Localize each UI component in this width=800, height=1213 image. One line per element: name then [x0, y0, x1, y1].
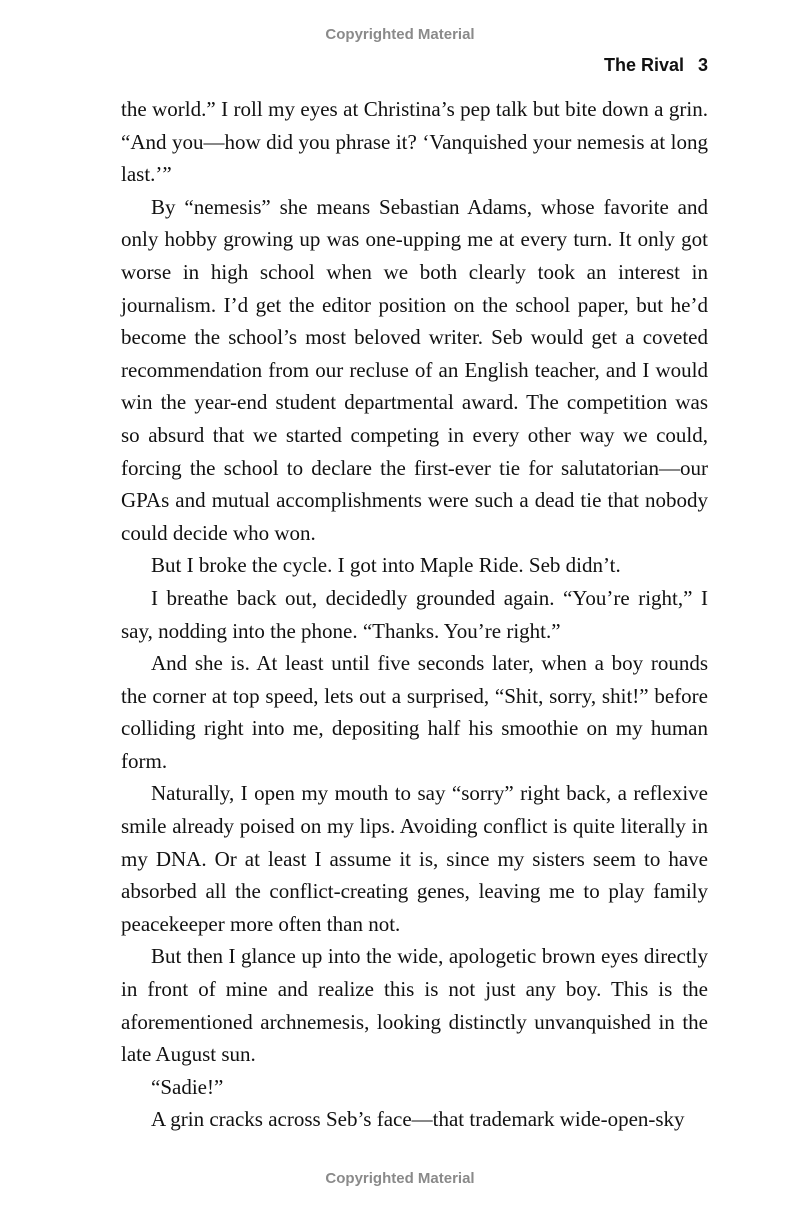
paragraph: But I broke the cycle. I got into Maple Ride. Seb didn’t.	[151, 553, 621, 578]
paragraph: Naturally, I open my mouth to say “sorry” right back, a reflexive smile already poised on my lips. Avoiding conflict is quite literally in my DNA. Or at least I assume it is, since my sisters seem to have absorbed all the conflict-creating genes, leaving me to play family peacekeeper more often than not.	[121, 781, 708, 936]
paragraph: But then I glance up into the wide, apologetic brown eyes directly in front of mine and realize this is not just any boy. This is the aforementioned archnemesis, looking distinctly unvanquished in the late August sun.	[121, 944, 708, 1067]
paragraph: By “nemesis” she means Sebastian Adams, whose favorite and only hobby growing up was one-upping me at every turn. It only got worse in high school when we both clearly took an interest in journalism. I’d get the editor position on the school paper, but he’d become the school’s most beloved writer. Seb would get a coveted recommendation from our recluse of an English teacher, and I would win the year-end student departmental award. The competition was so absurd that we started competing in every other way we could, forcing the school to declare the first-ever tie for salutatorian—our GPAs and mutual accomplishments were such a dead tie that nobody could decide who won.	[121, 194, 708, 545]
chapter-title: The Rival	[603, 55, 684, 75]
paragraph: the world.” I roll my eyes at Christina’s pep talk but bite down a grin. “And you—how did you phrase it? ‘Vanquished your nemesis at long last.’”	[121, 97, 708, 187]
paragraph: And she is. At least until five seconds later, when a boy rounds the corner at top speed, lets out a surprised, “Shit, sorry, shit!” before colliding right into me, depositing half his smoothie on my human form.	[121, 651, 708, 773]
running-head	[604, 55, 708, 76]
watermark-bottom: Copyrighted Material	[325, 1170, 475, 1187]
paragraph: I breathe back out, decidedly grounded again. “You’re right,” I say, nodding into the phone. “Thanks. You’re right.”	[121, 585, 708, 643]
paragraph: A grin cracks across Seb’s face—that trademark wide-open-sky	[151, 1107, 685, 1132]
page-number: 3	[697, 55, 708, 75]
paragraph: “Sadie!”	[151, 1074, 224, 1099]
page-body	[121, 93, 708, 1136]
watermark-top: Copyrighted Material	[325, 26, 475, 43]
